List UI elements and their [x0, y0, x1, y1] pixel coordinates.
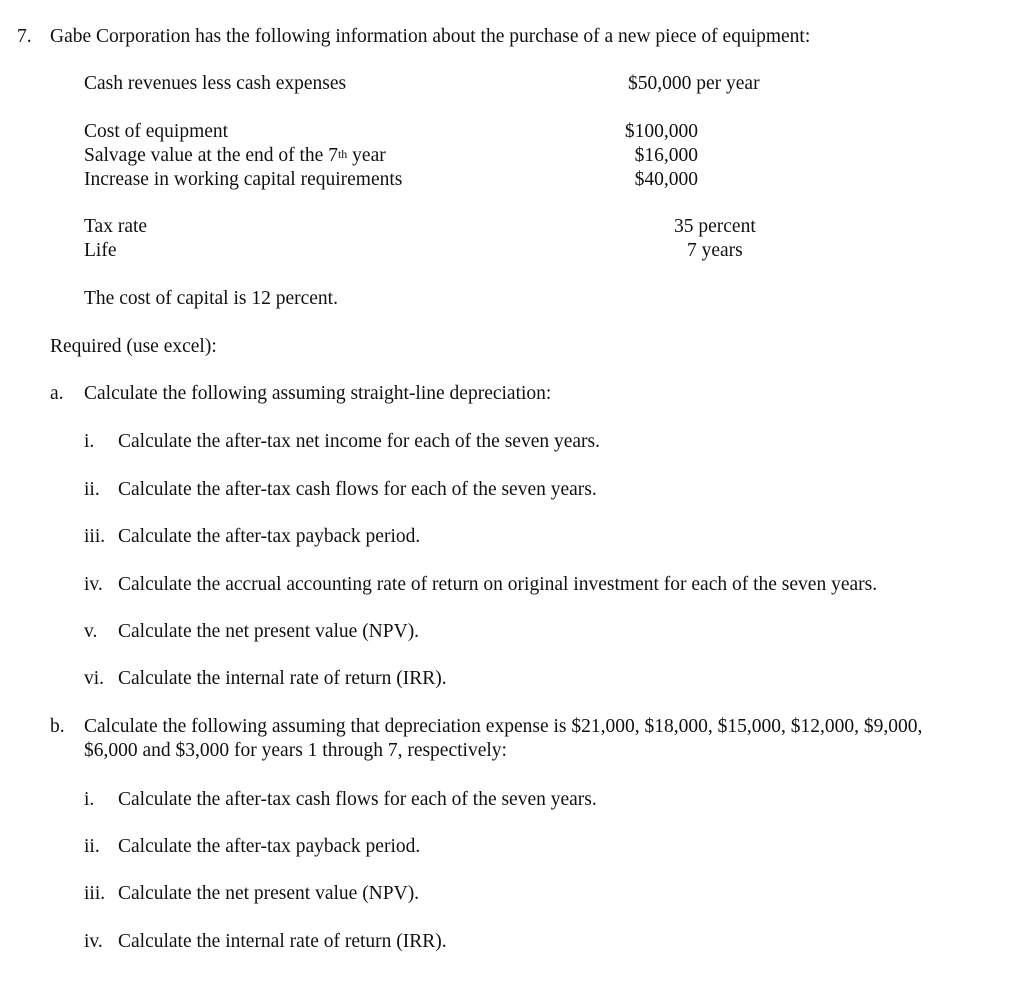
cost-value: $100,000 — [624, 121, 698, 142]
part-a-item-marker: iv. — [84, 574, 103, 595]
tax-rate-label: Tax rate — [84, 216, 148, 237]
part-a-item-text: Calculate the net present value (NPV). — [118, 621, 420, 642]
part-a-marker: a. — [50, 383, 64, 404]
cost-label: Cost of equipment — [84, 121, 229, 142]
salvage-label-main: Salvage value at the end of the 7 — [84, 145, 338, 166]
part-b-item-text: Calculate the after-tax payback period. — [118, 836, 421, 857]
question-intro: Gabe Corporation has the following information about the purchase of a new piece of equipment: — [50, 26, 811, 47]
working-capital-value: $40,000 — [634, 169, 698, 190]
part-a-item-text: Calculate the internal rate of return (IRR). — [118, 668, 447, 689]
salvage-label-superscript: th — [337, 147, 348, 161]
part-a-item-text: Calculate the after-tax cash flows for each of the seven years. — [118, 479, 597, 500]
part-a-item-text: Calculate the after-tax payback period. — [118, 526, 421, 547]
cash-value: $50,000 per year — [628, 73, 760, 94]
part-a-item-marker: i. — [84, 431, 95, 452]
part-b-item-marker: iii. — [84, 883, 106, 904]
part-b-item-marker: iv. — [84, 931, 103, 952]
part-b-item-text: Calculate the net present value (NPV). — [118, 883, 420, 904]
question-number: 7. — [17, 26, 32, 47]
salvage-value: $16,000 — [634, 145, 698, 166]
part-a-item-text: Calculate the after-tax net income for each of the seven years. — [118, 431, 600, 452]
part-a-text: Calculate the following assuming straight-line depreciation: — [84, 383, 552, 404]
life-label: Life — [84, 240, 117, 261]
part-a-item-marker: vi. — [84, 668, 105, 689]
part-a-item-marker: iii. — [84, 526, 106, 547]
part-b-marker: b. — [50, 716, 65, 737]
salvage-label — [84, 144, 386, 168]
part-b-text-line1: Calculate the following assuming that depreciation expense is $21,000, $18,000, $15,000, $12,000, $9,000, — [84, 716, 923, 737]
part-b-item-marker: i. — [84, 789, 95, 810]
part-b-item-marker: ii. — [84, 836, 100, 857]
cash-label: Cash revenues less cash expenses — [84, 73, 347, 94]
tax-rate-value: 35 percent — [674, 216, 756, 237]
part-b-item-text: Calculate the internal rate of return (IRR). — [118, 931, 447, 952]
life-value: 7 years — [687, 240, 743, 261]
part-a-item-text: Calculate the accrual accounting rate of return on original investment for each of the seven years. — [118, 574, 878, 595]
working-capital-label: Increase in working capital requirements — [84, 169, 403, 190]
part-b-item-text: Calculate the after-tax cash flows for each of the seven years. — [118, 789, 597, 810]
required-heading: Required (use excel): — [50, 336, 217, 357]
part-a-item-marker: v. — [84, 621, 98, 642]
cost-of-capital: The cost of capital is 12 percent. — [84, 288, 338, 309]
salvage-label-year: year — [347, 145, 386, 166]
part-b-text-line2: $6,000 and $3,000 for years 1 through 7, respectively: — [84, 740, 507, 761]
part-a-item-marker: ii. — [84, 479, 100, 500]
